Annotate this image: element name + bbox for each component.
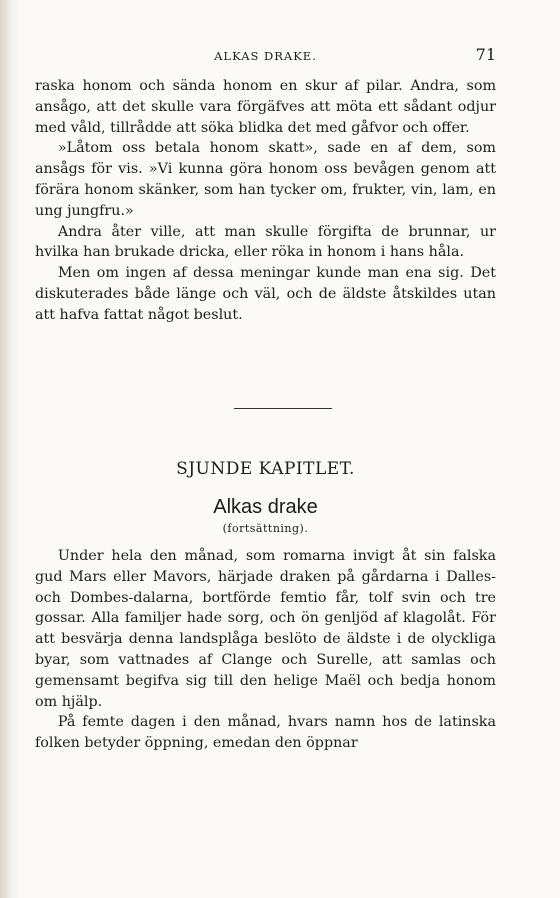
paragraph: raska honom och sända honom en skur af pilar. Andra, som ansågo, att det skulle vara förgäfves att möta ett sådant odjur med våld, tillrådde att söka blidka det med gåfvor och offer. <box>35 78 496 136</box>
paragraph: »Låtom oss betala honom skatt», sade en af dem, som ansågs för vis. »Vi kunna göra honom oss bevågen genom att förära honom skänker, som han tycker om, frukter, vin, lam, en ung jungfru.» <box>35 140 496 219</box>
paragraph: Under hela den månad, som romarna invigt åt sin falska gud Mars eller Mavors, härjade draken på gårdarna i Dalles- och Dombes-dalarna, bortförde femtio får, tolf svin och tre gossar. Alla familjer hade sorg, och ön genljöd af klagolåt. För att besvärja denna landsplåga beslöto de äldste i de olyckliga byar, som vattnades af Clange och Surelle, att samlas och gemensamt begifva sig till den helige Maël och bedja honom om hjälp. <box>35 548 496 710</box>
text-block-upper <box>35 76 496 326</box>
paragraph: Andra åter ville, att man skulle förgifta de brunnar, ur hvilka han brukade dricka, eller röka in honom i hans håla. <box>35 223 496 261</box>
chapter-title: Alkas drake <box>213 496 318 518</box>
page-gutter-shadow <box>0 0 20 898</box>
running-head <box>35 45 496 65</box>
page-number: 71 <box>475 45 496 64</box>
paragraph: Men om ingen af dessa meningar kunde man ena sig. Det diskuterades både länge och väl, och de äldste åtskildes utan att hafva fattat något beslut. <box>35 265 496 323</box>
text-block-lower <box>35 546 496 754</box>
book-page <box>35 0 496 898</box>
paragraph: På femte dagen i den månad, hvars namn hos de latinska folken betyder öppning, emedan den öppnar <box>35 714 496 752</box>
section-divider <box>234 408 332 409</box>
chapter-heading: SJUNDE KAPITLET. <box>176 459 355 479</box>
running-title: ALKAS DRAKE. <box>214 49 317 63</box>
chapter-subtitle: (fortsättning). <box>222 522 309 535</box>
